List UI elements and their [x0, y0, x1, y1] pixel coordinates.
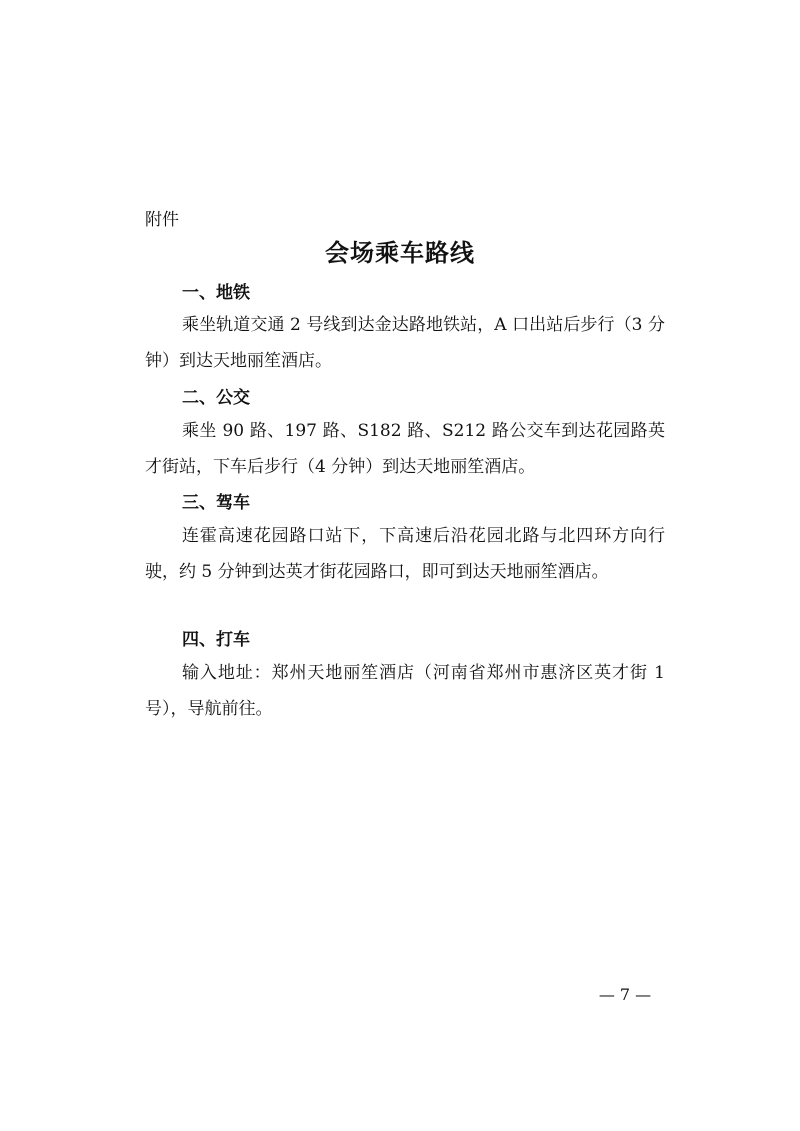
section-text-bus: 乘坐 90 路、197 路、S182 路、S212 路公交车到达花园路英才街站，下车后步行（4 分钟）到达天地丽笙酒店。: [145, 421, 665, 477]
section-heading-subway: 一、地铁: [182, 283, 250, 303]
section-text-subway: 乘坐轨道交通 2 号线到达金达路地铁站，A 口出站后步行（3 分钟）到达天地丽笙酒店。: [145, 315, 665, 371]
section-heading-bus: 二、公交: [182, 388, 250, 408]
section-text-taxi: 输入地址：郑州天地丽笙酒店（河南省郑州市惠济区英才街 1 号），导航前往。: [145, 663, 665, 719]
section-text-driving: 连霍高速花园路口站下，下高速后沿花园北路与北四环方向行驶，约 5 分钟到达英才街花园路口，即可到达天地丽笙酒店。: [145, 526, 665, 582]
section-heading-driving: 三、驾车: [182, 493, 250, 513]
page-number: — 7 —: [598, 985, 652, 1004]
attachment-label: 附件: [145, 210, 179, 230]
page-title: 会场乘车路线: [325, 239, 475, 267]
section-heading-taxi: 四、打车: [182, 630, 250, 650]
